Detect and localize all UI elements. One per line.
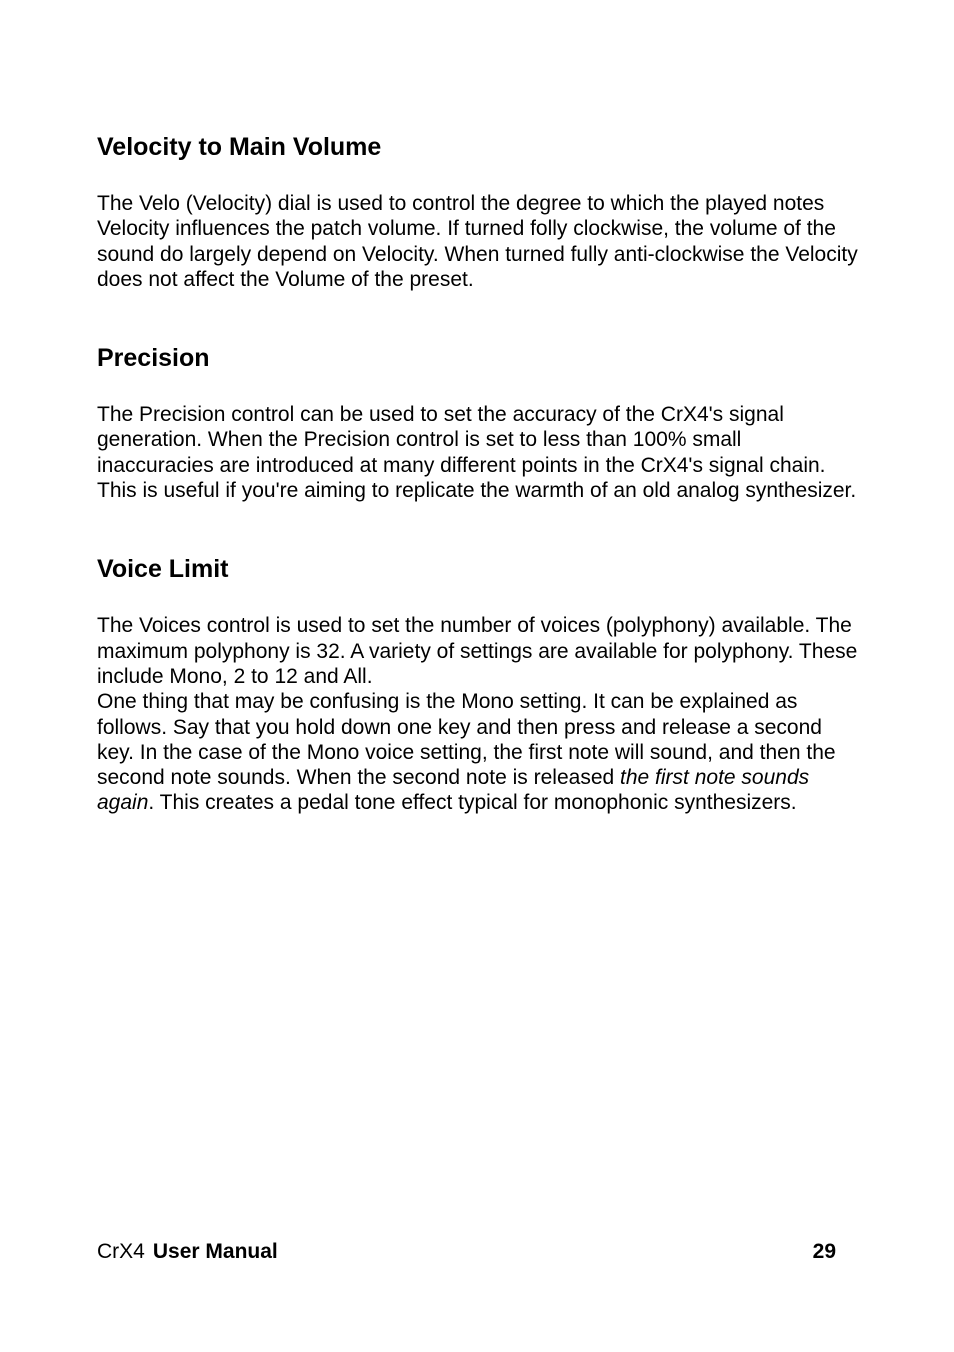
page-number: 29 — [812, 1240, 836, 1263]
voice-limit-text-italic: the first note sounds again — [97, 766, 810, 815]
page-content — [97, 130, 862, 816]
voice-limit-paragraph-2 — [97, 689, 862, 815]
voice-limit-text-start: One thing that may be confusing is the Mono setting. It can be explained as follows. Say that you hold down one key and then press and release a second key. In the case of the Mono voice setting, the first note will sound, and then the second note sounds. When the second note is released — [97, 690, 836, 790]
page-footer — [97, 1238, 836, 1266]
voice-limit-paragraph-1: The Voices control is used to set the number of voices (polyphony) available. The maximum polyphony is 32. A variety of settings are available for polyphony. These include Mono, 2 to 12 and All. — [97, 614, 858, 688]
footer-product: CrX4 — [97, 1240, 145, 1263]
section-heading-velocity: Velocity to Main Volume — [97, 133, 382, 161]
section-body-voice-limit — [97, 613, 862, 815]
footer-manual-title: User Manual — [152, 1240, 278, 1263]
section-body-precision: The Precision control can be used to set the accuracy of the CrX4's signal generation. When the Precision control is set to less than 100% small inaccuracies are introduced at many different points in the CrX4's signal chain. This is useful if you're aiming to replicate the warmth of an old analog synthesizer. — [97, 403, 857, 503]
voice-limit-text-end: . This creates a pedal tone effect typical for monophonic synthesizers. — [148, 791, 797, 815]
section-body-velocity: The Velo (Velocity) dial is used to control the degree to which the played notes Velocity influences the patch volume. If turned folly clockwise, the volume of the sound do largely depend on Velocity. When turned fully anti-clockwise the Velocity does not affect the Volume of the preset. — [97, 192, 858, 291]
section-heading-voice-limit: Voice Limit — [97, 555, 229, 584]
section-heading-precision: Precision — [97, 344, 210, 373]
